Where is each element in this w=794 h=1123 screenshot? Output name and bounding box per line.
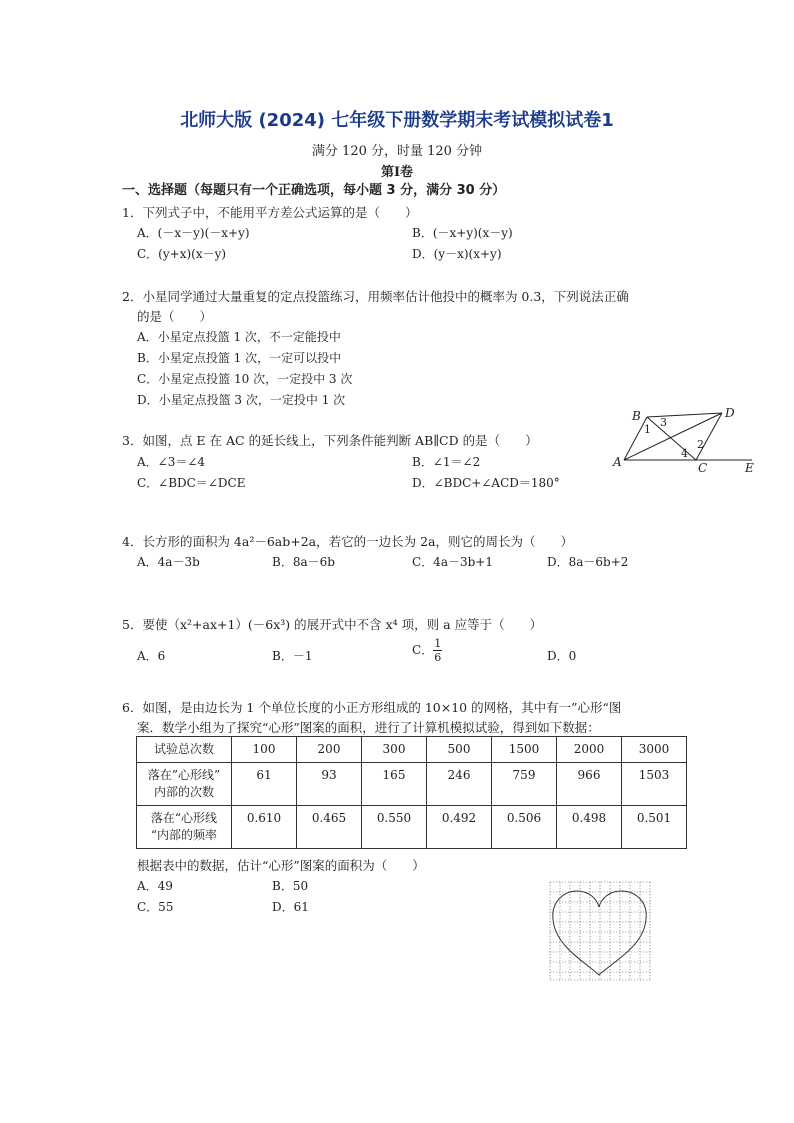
question-4-option-c[interactable]: C．4a－3b+1 [412,555,493,569]
table-cell: 300 [362,737,427,763]
label-c: C [698,461,708,475]
angle-3-label: 3 [660,416,667,429]
question-1-option-c[interactable]: C．(y+x)(x－y) [137,247,227,261]
question-3-stem: 3．如图，点 E 在 AC 的延长线上，下列条件能判断 AB∥CD 的是（ ） [122,433,538,448]
question-4-option-a[interactable]: A．4a－3b [137,555,200,569]
heart-outline [553,891,646,975]
question-5-option-d[interactable]: D．0 [547,649,577,663]
table-cell: 1503 [622,763,687,806]
table-cell: 0.550 [362,806,427,849]
fraction-numerator: 1 [434,637,442,650]
angle-2-label: 2 [697,438,704,451]
table-cell: 2000 [557,737,622,763]
question-2-stem-line1: 2．小星同学通过大量重复的定点投篮练习，用频率估计他投中的概率为 0.3，下列说法正确 [122,289,629,304]
question-6-stem-line2: 案．数学小组为了探究“心形”图案的面积，进行了计算机模拟试验，得到如下数据： [137,720,600,735]
heart-grid-figure [549,881,651,981]
question-5-stem: 5．要使（x²+ax+1）(－6x³) 的展开式中不含 x⁴ 项，则 a 应等于（ ） [122,617,543,632]
dotted-grid [550,882,650,980]
question-2-stem-line2: 的是（ ） [137,309,213,324]
label-e: E [745,461,754,475]
table-cell: 200 [297,737,362,763]
experiment-table [136,736,687,849]
table-row-frequency [137,806,687,849]
segment-bd [647,413,722,417]
table-row-head: 试验总次数 [137,737,232,763]
exam-title: 北师大版 (2024) 七年级下册数学期末考试模拟试卷1 [180,110,614,131]
question-4-option-b[interactable]: B．8a－6b [272,555,335,569]
parallelogram-figure [610,404,760,476]
question-1-option-d[interactable]: D．(y－x)(x+y) [412,247,502,261]
question-5-option-b[interactable]: B．－1 [272,649,313,663]
table-cell: 0.501 [622,806,687,849]
table-row-hits [137,763,687,806]
question-1-stem: 1．下列式子中，不能用平方差公式运算的是（ ） [122,205,418,220]
table-cell: 0.465 [297,806,362,849]
table-cell: 0.610 [232,806,297,849]
row-head-line1: 落在“心形线 [150,811,218,825]
label-a: A [613,455,622,469]
question-6-option-b[interactable]: B．50 [272,879,309,893]
question-5-option-a[interactable]: A．6 [137,649,166,663]
table-cell: 0.498 [557,806,622,849]
table-row-trials [137,737,687,763]
question-6-prompt: 根据表中的数据，估计“心形”图案的面积为（ ） [137,858,425,873]
table-cell: 165 [362,763,427,806]
question-5-option-c[interactable] [412,637,442,664]
row-head-line2: 内部的次数 [153,785,214,799]
question-3-option-c[interactable]: C．∠BDC＝∠DCE [137,476,246,490]
volume-heading: 第Ⅰ卷 [380,165,414,180]
angle-4-label: 4 [681,447,688,460]
table-cell: 61 [232,763,297,806]
question-1-option-b[interactable]: B．(－x+y)(x－y) [412,226,513,240]
table-cell: 759 [492,763,557,806]
table-cell: 0.506 [492,806,557,849]
table-cell: 3000 [622,737,687,763]
table-cell: 966 [557,763,622,806]
question-4-stem: 4．长方形的面积为 4a²－6ab+2a，若它的一边长为 2a，则它的周长为（ ） [122,534,574,549]
diagonal-bc [647,417,696,460]
angle-1-label: 1 [644,423,651,436]
question-6-option-a[interactable]: A．49 [137,879,173,893]
fraction-denominator: 6 [434,651,442,664]
question-2-option-d[interactable]: D．小星定点投篮 3 次，一定投中 1 次 [137,393,346,407]
row-head-line1: 落在”心形线” [147,768,221,782]
question-6-option-c[interactable]: C．55 [137,900,174,914]
table-cell: 246 [427,763,492,806]
question-2-option-b[interactable]: B．小星定点投篮 1 次，一定可以投中 [137,351,342,365]
question-2-option-c[interactable]: C．小星定点投篮 10 次，一定投中 3 次 [137,372,353,386]
question-5-option-c-prefix: C． [412,643,434,657]
exam-subtitle: 满分 120 分，时量 120 分钟 [311,144,483,159]
question-6-stem-line1: 6．如图，是由边长为 1 个单位长度的小正方形组成的 10×10 的网格，其中有一”心形“图 [122,700,622,715]
table-cell: 100 [232,737,297,763]
table-cell: 0.492 [427,806,492,849]
question-4-option-d[interactable]: D．8a－6b+2 [547,555,629,569]
row-head-line2: “内部的频率 [150,828,218,842]
table-cell: 1500 [492,737,557,763]
table-row-head [137,806,232,849]
question-3-option-a[interactable]: A．∠3＝∠4 [137,455,206,469]
question-6-option-d[interactable]: D．61 [272,900,309,914]
question-3-option-b[interactable]: B．∠1＝∠2 [412,455,481,469]
label-d: D [725,406,735,420]
table-cell: 93 [297,763,362,806]
section-heading: 一、选择题（每题只有一个正确选项，每小题 3 分，满分 30 分） [122,183,506,198]
segment-dc [696,413,722,460]
fraction-one-sixth [433,637,442,664]
table-row-head [137,763,232,806]
question-1-option-a[interactable]: A．(－x－y)(－x+y) [137,226,250,240]
question-2-option-a[interactable]: A．小星定点投篮 1 次，不一定能投中 [137,330,341,344]
label-b: B [632,409,641,423]
table-cell: 500 [427,737,492,763]
question-3-option-d[interactable]: D．∠BDC+∠ACD＝180° [412,476,560,490]
